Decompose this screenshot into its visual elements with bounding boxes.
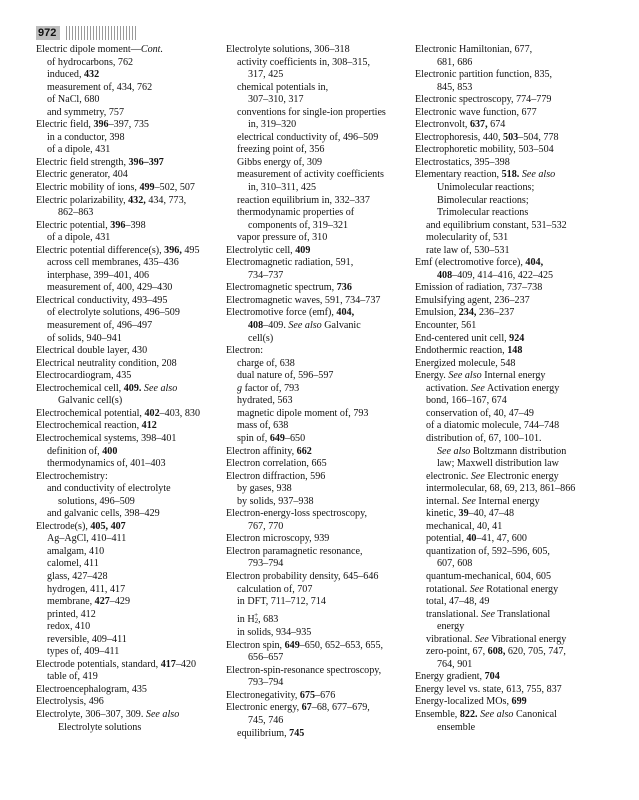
- index-subentry: freezing point of, 356: [237, 144, 325, 156]
- index-subentry: activity coefficients in, 308–315,: [237, 56, 370, 68]
- index-entry: Electrochemistry:: [36, 470, 108, 482]
- index-subentry: quantization of, 592–596, 605,: [426, 545, 550, 557]
- index-subentry: Bimolecular reactions;: [437, 194, 529, 206]
- index-entry: Ensemble, 822. See also Canonical: [415, 708, 557, 720]
- index-entry: Electron-spin-resonance spectroscopy,: [226, 664, 382, 676]
- index-column-2: [226, 44, 411, 740]
- index-subentry: intermolecular, 68, 69, 213, 861–866: [426, 483, 576, 495]
- index-subentry: conservation of, 40, 47–49: [426, 407, 534, 419]
- index-entry: Electric dipole moment—Cont.: [36, 44, 163, 55]
- index-entry: Electrode potentials, standard, 417–420: [36, 658, 197, 670]
- index-subentry: rate law of, 530–531: [426, 244, 510, 256]
- index-subentry: electronic. See Electronic energy: [426, 470, 559, 482]
- index-entry: Electrical neutrality condition, 208: [36, 357, 177, 369]
- index-subentry: reversible, 409–411: [47, 633, 127, 645]
- index-entry: End-centered unit cell, 924: [415, 332, 525, 344]
- index-entry: Electromotive force (emf), 404,: [226, 307, 355, 319]
- index-entry: Electrophoresis, 440, 503–504, 778: [415, 131, 559, 143]
- index-subentry: of electrolyte solutions, 496–509: [47, 307, 180, 319]
- index-subentry: in $H_2^+$, 683: [237, 610, 279, 625]
- index-subentry: Electrolyte solutions: [58, 721, 142, 733]
- index-subentry: hydrated, 563: [237, 395, 293, 407]
- index-subentry: 681, 686: [437, 56, 473, 68]
- index-subentry: types of, 409–411: [47, 646, 120, 658]
- index-subentry: amalgam, 410: [47, 545, 105, 557]
- index-subentry: 656–657: [248, 652, 284, 664]
- index-subentry: mechanical, 40, 41: [426, 520, 503, 532]
- index-subentry: induced, 432: [47, 69, 100, 81]
- index-entry: Electrolysis, 496: [36, 696, 104, 708]
- index-subentry: vapor pressure of, 310: [237, 232, 328, 244]
- index-subentry: and conductivity of electrolyte: [47, 483, 171, 495]
- index-subentry: 793–794: [248, 558, 284, 570]
- index-subentry: Gibbs energy of, 309: [237, 156, 323, 168]
- index-subentry: of a diatomic molecule, 744–748: [426, 420, 560, 432]
- index-subentry: vibrational. See Vibrational energy: [426, 633, 567, 645]
- index-subentry: in, 310–311, 425: [248, 182, 317, 194]
- index-entry: Electrochemical cell, 409. See also: [36, 382, 178, 394]
- index-subentry: components of, 319–321: [248, 219, 349, 231]
- index-entry: Energized molecule, 548: [415, 357, 516, 369]
- index-subentry: hydrogen, 411, 417: [47, 583, 126, 595]
- index-subentry: in, 319–320: [248, 119, 297, 131]
- index-subentry: activation. See Activation energy: [426, 382, 560, 394]
- index-subentry: 317, 425: [248, 69, 284, 81]
- index-subentry: Ag–AgCl, 410–411: [47, 533, 127, 545]
- index-subentry: mass of, 638: [237, 420, 289, 432]
- index-subentry: equilibrium, 745: [237, 727, 305, 739]
- index-subentry: conventions for single-ion properties: [237, 106, 386, 118]
- index-entry: Electric potential difference(s), 396, 495: [36, 244, 200, 256]
- index-subentry: in solids, 934–935: [237, 627, 312, 639]
- index-column-1: [36, 44, 221, 734]
- index-subentry: printed, 412: [47, 608, 96, 620]
- index-subentry: 845, 853: [437, 81, 473, 93]
- index-subentry: 307–310, 317: [248, 94, 304, 106]
- page-number: 972: [36, 26, 60, 40]
- index-entry: Energy. See also Internal energy: [415, 370, 546, 382]
- index-subentry: molecularity of, 531: [426, 232, 509, 244]
- index-entry: Electronic wave function, 677: [415, 106, 537, 118]
- header-stripe: [66, 26, 136, 40]
- index-subentry: definition of, 400: [47, 445, 118, 457]
- index-subentry: of NaCl, 680: [47, 94, 100, 106]
- index-entry: Electrostatics, 395–398: [415, 156, 510, 168]
- index-subentry: zero-point, 67, 608, 620, 705, 747,: [426, 646, 566, 658]
- index-subentry: calculation of, 707: [237, 583, 313, 595]
- index-entry: Electron affinity, 662: [226, 445, 312, 457]
- index-subentry: Trimolecular reactions: [437, 207, 529, 219]
- index-entry: Endothermic reaction, 148: [415, 345, 523, 357]
- index-entry: Electrocardiogram, 435: [36, 370, 132, 382]
- index-entry: Electric generator, 404: [36, 169, 128, 181]
- index-subentry: magnetic dipole moment of, 793: [237, 407, 369, 419]
- index-entry: Elementary reaction, 518. See also: [415, 169, 556, 181]
- page-header: [36, 26, 604, 40]
- index-subentry: 607, 608: [437, 558, 473, 570]
- index-subentry: charge of, 638: [237, 357, 295, 369]
- index-entry: Emission of radiation, 737–738: [415, 282, 543, 294]
- index-subentry: thermodynamic properties of: [237, 207, 355, 219]
- index-entry: Electrochemical potential, 402–403, 830: [36, 407, 200, 419]
- index-subentry: and galvanic cells, 398–429: [47, 508, 160, 520]
- index-entry: Electron spin, 649–650, 652–653, 655,: [226, 639, 384, 651]
- index-entry: Electrochemical reaction, 412: [36, 420, 157, 432]
- index-subentry: by solids, 937–938: [237, 495, 314, 507]
- index-entry: Electrophoretic mobility, 503–504: [415, 144, 554, 156]
- index-subentry: measurement of activity coefficients: [237, 169, 384, 181]
- index-entry: Emulsion, 234, 236–237: [415, 307, 515, 319]
- index-subentry: redox, 410: [47, 621, 91, 633]
- index-entry: Electrochemical systems, 398–401: [36, 432, 177, 444]
- index-entry: Electrolyte, 306–307, 309. See also: [36, 708, 180, 720]
- index-subentry: of a dipole, 431: [47, 232, 111, 244]
- index-entry: Electronic energy, 67–68, 677–679,: [226, 702, 370, 714]
- index-subentry: membrane, 427–429: [47, 596, 130, 608]
- index-column-3: [415, 44, 600, 734]
- index-entry: Energy level vs. state, 613, 755, 837: [415, 683, 562, 695]
- index-subentry: glass, 427–428: [47, 570, 108, 582]
- index-subentry: measurement of, 434, 762: [47, 81, 153, 93]
- index-entry: Electron-energy-loss spectroscopy,: [226, 508, 367, 520]
- index-entry: Electric field, 396–397, 735: [36, 119, 149, 131]
- index-subentry: 408–409, 414–416, 422–425: [437, 269, 554, 281]
- index-subentry: total, 47–48, 49: [426, 596, 490, 608]
- index-subentry: 734–737: [248, 269, 284, 281]
- index-subentry: chemical potentials in,: [237, 81, 329, 93]
- index-subentry: cell(s): [248, 332, 274, 344]
- index-entry: Emulsifying agent, 236–237: [415, 294, 530, 306]
- index-entry: Electronvolt, 637, 674: [415, 119, 506, 131]
- index-entry: Electrode(s), 405, 407: [36, 520, 126, 532]
- index-entry: Encounter, 561: [415, 320, 477, 332]
- index-subentry: kinetic, 39–40, 47–48: [426, 508, 515, 520]
- index-subentry: interphase, 399–401, 406: [47, 269, 150, 281]
- index-subentry: measurement of, 496–497: [47, 320, 153, 332]
- index-subentry: spin of, 649–650: [237, 432, 306, 444]
- index-subentry: 793–794: [248, 677, 284, 689]
- index-subentry: calomel, 411: [47, 558, 99, 570]
- index-subentry: solutions, 496–509: [58, 495, 135, 507]
- index-entry: Electron correlation, 665: [226, 458, 327, 470]
- index-subentry: and equilibrium constant, 531–532: [426, 219, 567, 231]
- index-subentry: ensemble: [437, 721, 476, 733]
- index-entry: Electrical conductivity, 493–495: [36, 294, 168, 306]
- index-subentry: Galvanic cell(s): [58, 395, 123, 407]
- index-subentry: 767, 770: [248, 520, 284, 532]
- index-entry: Electric field strength, 396–397: [36, 156, 164, 168]
- index-entry: Electronic spectroscopy, 774–779: [415, 94, 552, 106]
- index-subentry: 745, 746: [248, 714, 284, 726]
- index-subentry: g factor of, 793: [237, 382, 300, 394]
- index-subentry: distribution of, 67, 100–101.: [426, 432, 542, 444]
- index-entry: Electron diffraction, 596: [226, 470, 326, 482]
- index-subentry: energy: [437, 621, 465, 633]
- index-entry: Electron paramagnetic resonance,: [226, 545, 363, 557]
- index-subentry: across cell membranes, 435–436: [47, 257, 179, 269]
- index-entry: Electroencephalogram, 435: [36, 683, 147, 695]
- index-entry: Electron microscopy, 939: [226, 533, 330, 545]
- index-subentry: dual nature of, 596–597: [237, 370, 334, 382]
- index-entry: Electron:: [226, 345, 263, 357]
- index-subentry: translational. See Translational: [426, 608, 551, 620]
- index-subentry: by gases, 938: [237, 483, 292, 495]
- index-subentry: of a dipole, 431: [47, 144, 111, 156]
- index-subentry: measurement of, 400, 429–430: [47, 282, 173, 294]
- index-entry: Electron probability density, 645–646: [226, 570, 379, 582]
- index-subentry: reaction equilibrium in, 332–337: [237, 194, 370, 206]
- index-subentry: See also Boltzmann distribution: [437, 445, 567, 457]
- index-subentry: 862–863: [58, 207, 94, 219]
- index-subentry: 408–409. See also Galvanic: [248, 320, 361, 332]
- index-subentry: of hydrocarbons, 762: [47, 56, 134, 68]
- index-entry: Electromagnetic spectrum, 736: [226, 282, 352, 294]
- index-entry: Electric mobility of ions, 499–502, 507: [36, 182, 195, 194]
- index-subentry: potential, 40–41, 47, 600: [426, 533, 527, 545]
- index-subentry: thermodynamics of, 401–403: [47, 458, 166, 470]
- index-entry: Electromagnetic radiation, 591,: [226, 257, 354, 269]
- index-subentry: bond, 166–167, 674: [426, 395, 507, 407]
- index-subentry: of solids, 940–941: [47, 332, 122, 344]
- index-subentry: internal. See Internal energy: [426, 495, 540, 507]
- index-subentry: Unimolecular reactions;: [437, 182, 535, 194]
- index-entry: Electric polarizability, 432, 434, 773,: [36, 194, 187, 206]
- index-entry: Electronic partition function, 835,: [415, 69, 553, 81]
- index-entry: Electrical double layer, 430: [36, 345, 148, 357]
- index-subentry: and symmetry, 757: [47, 106, 124, 118]
- index-entry: Electrolytic cell, 409: [226, 244, 311, 256]
- index-entry: Electrolyte solutions, 306–318: [226, 44, 350, 55]
- index-entry: Electromagnetic waves, 591, 734–737: [226, 294, 381, 306]
- index-entry: Electronic Hamiltonian, 677,: [415, 44, 533, 55]
- index-entry: Electronegativity, 675–676: [226, 689, 336, 701]
- index-subentry: quantum-mechanical, 604, 605: [426, 570, 552, 582]
- index-subentry: in DFT, 711–712, 714: [237, 596, 326, 608]
- index-entry: Energy-localized MOs, 699: [415, 696, 527, 708]
- index-subentry: 764, 901: [437, 658, 473, 670]
- index-subentry: law; Maxwell distribution law: [437, 458, 559, 470]
- index-subentry: rotational. See Rotational energy: [426, 583, 559, 595]
- index-entry: Emf (electromotive force), 404,: [415, 257, 544, 269]
- index-entry: Electric potential, 396–398: [36, 219, 146, 231]
- index-subentry: in a conductor, 398: [47, 131, 125, 143]
- index-entry: Energy gradient, 704: [415, 671, 500, 683]
- index-subentry: electrical conductivity of, 496–509: [237, 131, 379, 143]
- index-subentry: table of, 419: [47, 671, 98, 683]
